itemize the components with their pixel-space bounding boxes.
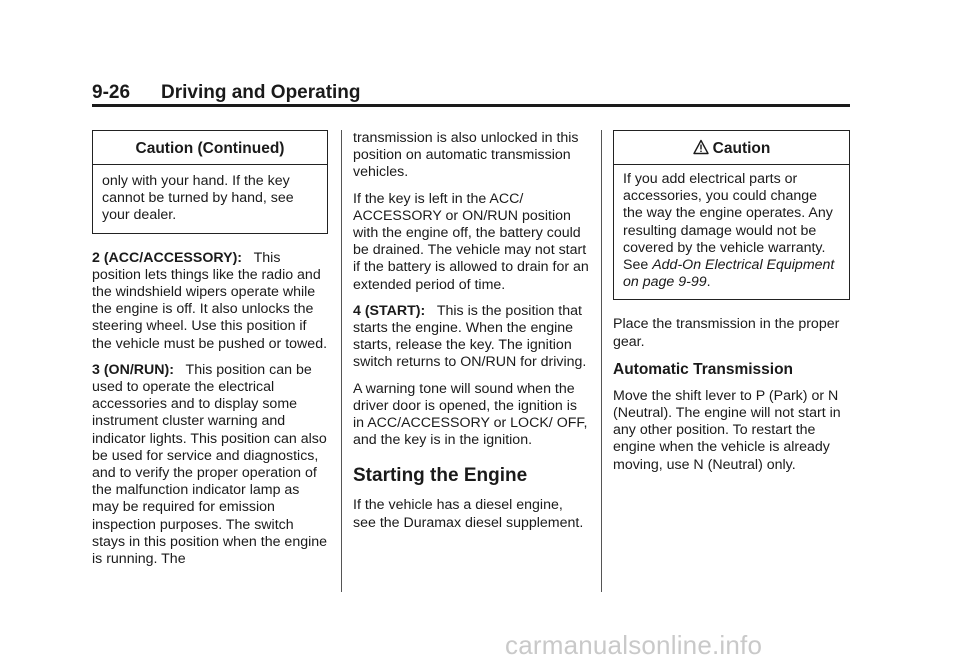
- diesel-paragraph: If the vehicle has a diesel engine, see the Duramax diesel supplement.: [353, 497, 584, 531]
- page-header: [92, 82, 850, 106]
- caution-continued-text: only with your hand. If the key cannot be turned by hand, see your dealer.: [102, 173, 294, 224]
- acc-accessory-text: This position lets things like the radio and the windshield wipers operate while the engine is off. It also unlocks the steering wheel. Use this position if the vehicle must be pushed or towed.: [92, 249, 328, 352]
- starting-engine-heading: Starting the Engine: [353, 465, 528, 487]
- column-2: [353, 130, 589, 541]
- start-lead: 4 (START):: [353, 302, 426, 319]
- start-paragraph: [353, 303, 589, 372]
- watermark: carmanualsonline.info: [505, 630, 763, 660]
- caution-text-paragraph: [623, 171, 840, 291]
- automatic-transmission-heading: Automatic Transmission: [613, 360, 794, 378]
- caution-continued-title: Caution (Continued): [93, 131, 327, 165]
- acc-accessory-lead: 2 (ACC/ACCESSORY):: [92, 249, 243, 266]
- proper-gear-paragraph: Place the transmission in the proper gear.: [613, 316, 840, 350]
- caution-continued-box: [92, 130, 328, 234]
- warning-tone-paragraph: A warning tone will sound when the driver door is opened, the ignition is in ACC/ACCESSORY or LOCK/ OFF, and the key is in the ignition.: [353, 380, 588, 449]
- page-number: 9-26: [92, 82, 131, 103]
- acc-accessory-paragraph: [92, 250, 328, 353]
- caution-continued-body: [93, 165, 327, 233]
- section-title: Driving and Operating: [161, 82, 361, 103]
- column-1: [92, 130, 328, 577]
- on-run-lead: 3 (ON/RUN):: [92, 361, 174, 378]
- key-left-paragraph: If the key is left in the ACC/ ACCESSORY or ON/RUN position with the engine off, the battery could be drained. The vehicle may not start if the battery is allowed to drain for an extended period of time.: [353, 190, 589, 293]
- caution-header: [614, 131, 849, 165]
- on-run-text: This position can be used to operate the electrical accessories and to display some instrument cluster warning and indicator lights. This position can also be used for service and diagnostics, and to verify the proper operation of the malfunction indicator lamp as may be required for emission inspection purposes. The switch stays in this position when the engine is running. The: [92, 361, 328, 568]
- caution-title: Caution: [712, 140, 771, 157]
- shift-lever-paragraph: Move the shift lever to P (Park) or N (Neutral). The engine will not start in any other position. To restart the engine when the vehicle is already moving, use N (Neutral) only.: [613, 387, 841, 473]
- caution-box: [613, 130, 850, 300]
- caution-reference-link[interactable]: Add-On Electrical Equipment on page 9-99: [623, 257, 835, 291]
- caution-body: [614, 165, 849, 299]
- header-rule: [92, 104, 850, 107]
- start-text: This is the position that starts the engine. When the engine starts, release the key. The ignition switch returns to ON/RUN for driving.: [353, 302, 587, 371]
- on-run-paragraph: [92, 362, 328, 568]
- transmission-unlocked-paragraph: transmission is also unlocked in this position on automatic transmission vehicles.: [353, 130, 579, 181]
- caution-text: If you add electrical parts or accessories, you could change the way the engine operates. Any resulting damage would not be covered by the vehicle warranty. See: [623, 171, 833, 274]
- column-divider-2: [601, 130, 602, 592]
- warning-triangle-icon: [693, 133, 709, 169]
- column-divider-1: [341, 130, 342, 592]
- column-3: [613, 130, 850, 483]
- caution-end: .: [706, 274, 711, 291]
